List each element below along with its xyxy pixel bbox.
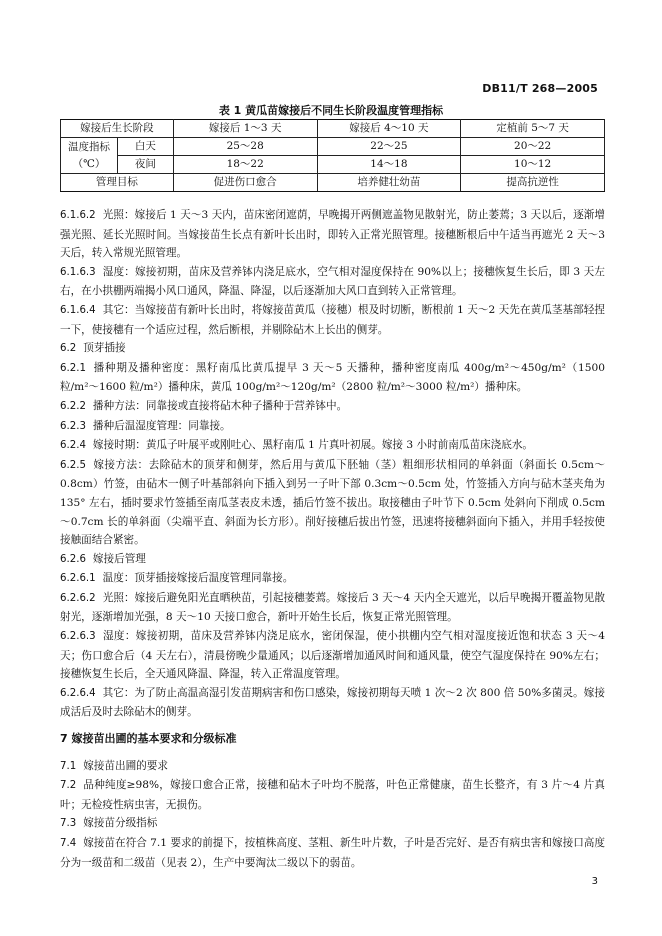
temp-label-cell bbox=[61, 138, 118, 174]
clause-text: 顶芽插接 bbox=[83, 342, 126, 355]
clause bbox=[60, 301, 605, 339]
clause bbox=[60, 627, 605, 684]
table-cell: 白天 bbox=[117, 138, 173, 156]
clause bbox=[60, 569, 605, 589]
table-header-cell: 嫁接后 4～10 天 bbox=[317, 120, 461, 138]
clause bbox=[60, 776, 605, 814]
clause bbox=[60, 589, 605, 627]
clause-number: 6.1.6.2 bbox=[60, 210, 96, 221]
table-header-cell: 嫁接后生长阶段 bbox=[61, 120, 174, 138]
clause-number: 7.1 bbox=[60, 760, 77, 772]
clause bbox=[60, 263, 605, 301]
clause-text: 光照：嫁接后避免阳光直晒秧苗，引起接穗萎蔫。嫁接后 3 天～4 天内全天遮光，以后早晚揭开覆盖物见散射光，逐渐增加光强，8 天～10 天接口愈合，新叶开始生长后，恢复正常光照管理。 bbox=[60, 591, 605, 624]
clause-text: 播种期及播种密度：黑籽南瓜比黄瓜提早 3 天～5 天播种，播种密度南瓜 400g/m²～450g/m²（1500 粒/m²～1600 粒/m²）播种床，黄瓜 100g/m²～120g/m²（2800 粒/m²～3000 粒/m²）播种床。 bbox=[60, 361, 605, 394]
table-cell: 22～25 bbox=[317, 138, 461, 156]
clause bbox=[60, 359, 605, 397]
clause-text: 播种后温湿度管理：同靠接。 bbox=[92, 419, 231, 432]
table-cell: 培养健壮幼苗 bbox=[317, 174, 461, 192]
clause bbox=[60, 206, 605, 263]
standard-code: DB11/T 268—2005 bbox=[482, 82, 598, 95]
clause-number: 6.2.6.2 bbox=[60, 592, 96, 604]
table-cell: 提高抗逆性 bbox=[461, 174, 605, 192]
clause-text: 品种纯度≥98%，嫁接口愈合正常，接穗和砧木子叶均不脱落，叶色正常健康，苗生长整齐，有 3 片～4 片真叶；无检疫性病虫害，无损伤。 bbox=[60, 779, 605, 811]
clause-number: 7.2 bbox=[60, 780, 77, 792]
clause-number: 7.3 bbox=[60, 818, 77, 830]
clause-number: 6.2.2 bbox=[60, 400, 86, 412]
clause-text: 嫁接苗分级指标 bbox=[83, 817, 158, 830]
table-row-night bbox=[61, 156, 605, 174]
clause bbox=[60, 417, 605, 437]
table-cell: 促进伤口愈合 bbox=[173, 174, 317, 192]
clause-text: 其它：当嫁接苗有新叶长出时，将嫁接苗黄瓜（接穗）根及时切断，断根前 1 天～2 天先在黄瓜茎基部轻捏一下，使接穗有一个适应过程，然后断根，并剔除砧木上长出的侧芽。 bbox=[60, 303, 605, 336]
clause bbox=[60, 397, 605, 417]
table-cell: 14～18 bbox=[317, 156, 461, 174]
table-cell: 20～22 bbox=[461, 138, 605, 156]
clause-number: 6.1.6.4 bbox=[60, 304, 96, 316]
temperature-table bbox=[60, 119, 605, 192]
clause bbox=[60, 456, 605, 550]
clause-number: 6.2.3 bbox=[60, 420, 86, 432]
clause-heading bbox=[60, 339, 605, 359]
temp-label-line2: （℃） bbox=[72, 157, 106, 170]
clause-number: 7.4 bbox=[60, 838, 77, 849]
clause-text: 光照：嫁接后 1 天～3 天内，苗床密闭遮荫，早晚揭开两侧遮盖物见散射光，防止萎蔫；3 天以后，逐渐增强光照、延长光照时间。当嫁接苗生长点有新叶长出时，即转入正常光照管理。接穗断根后中午适当再遮光 2 天～3 天后，转入常规光照管理。 bbox=[60, 209, 605, 260]
table-cell: 夜间 bbox=[117, 156, 173, 174]
clause-number: 6.1.6.3 bbox=[60, 266, 96, 278]
clause bbox=[60, 684, 605, 722]
clause-number: 6.2.6 bbox=[60, 553, 86, 565]
table-cell: 管理目标 bbox=[61, 174, 174, 192]
table-header-cell: 嫁接后 1～3 天 bbox=[173, 120, 317, 138]
clause-number: 6.2.5 bbox=[60, 459, 86, 471]
table-title: 表 1 黄瓜苗嫁接后不同生长阶段温度管理指标 bbox=[218, 104, 444, 117]
clause-text: 温度：顶芽插接嫁接后温度管理同靠接。 bbox=[102, 572, 294, 585]
table-row-day bbox=[61, 138, 605, 156]
clause-number: 6.2.6.3 bbox=[60, 631, 96, 643]
page-number: 3 bbox=[591, 876, 598, 887]
section-7-title: 7 嫁接苗出圃的基本要求和分级标准 bbox=[60, 732, 237, 746]
clause-number: 6.2.6.4 bbox=[60, 687, 96, 699]
clause-text: 嫁接方法：去除砧木的顶芽和侧芽，然后用与黄瓜下胚轴（茎）粗细形状相同的单斜面（斜面长 0.5cm～0.8cm）竹签，由砧木一侧子叶基部斜向下插入到另一子叶下部 0.3cm～0.5cm 处，竹签插入方向与砧木茎夹角为 135° 左右，插时要求竹签插至南瓜茎表皮未透，插后竹签不拔出。取接穗由子叶节下 0.5cm 处斜向下削成 0.5cm～0.7cm 长的单斜面（尖端平直、斜面为长方形）。削好接穗后拔出竹签，迅速将接穗斜面向下插入，并用手轻按使接触面结合紧密。 bbox=[60, 458, 605, 547]
clause-text: 嫁接苗在符合 7.1 要求的前提下，按植株高度、茎粗、新生叶片数，子叶是否完好、是否有病虫害和嫁接口高度分为一级苗和二级苗（见表 2），生产中要淘汰二级以下的弱苗。 bbox=[60, 837, 605, 869]
temp-label-line1: 温度指标 bbox=[67, 140, 110, 153]
table-header-cell: 定植前 5～7 天 bbox=[461, 120, 605, 138]
table-header-row bbox=[61, 120, 605, 138]
clause-number: 6.2.1 bbox=[60, 362, 86, 374]
clause-number: 6.2.4 bbox=[60, 440, 86, 452]
clause-text: 嫁接苗出圃的要求 bbox=[83, 759, 168, 772]
table-row-goal bbox=[61, 174, 605, 192]
clause-text: 嫁接时期：黄瓜子叶展平或刚吐心、黑籽南瓜 1 片真叶初展。嫁接 3 小时前南瓜苗床浇底水。 bbox=[92, 439, 534, 452]
table-cell: 25～28 bbox=[173, 138, 317, 156]
clause bbox=[60, 550, 605, 570]
clause bbox=[60, 834, 605, 872]
clause-text: 湿度：嫁接初期，苗床及营养钵内浇足底水，空气相对湿度保持在 90%以上；接穗恢复生长后，即 3 天左右，在小拱棚两端揭小风口通风，降温、降湿，以后逐渐加大风口直到转入正常管理。 bbox=[60, 265, 605, 298]
clause-number: 6.2.6.1 bbox=[60, 573, 96, 585]
clause-text: 其它：为了防止高温高湿引发苗期病害和伤口感染，嫁接初期每天喷 1 次～2 次 800 倍 50%多菌灵。嫁接成活后及时去除砧木的侧芽。 bbox=[60, 686, 605, 719]
table-cell: 10～12 bbox=[461, 156, 605, 174]
body-content bbox=[60, 206, 605, 872]
table-cell: 18～22 bbox=[173, 156, 317, 174]
clause bbox=[60, 757, 605, 777]
clause-number: 6.2 bbox=[60, 343, 77, 355]
clause-text: 播种方法：同靠接或直接将砧木种子播种于营养钵中。 bbox=[92, 399, 348, 412]
clause-text: 湿度：嫁接初期，苗床及营养钵内浇足底水，密闭保湿，使小拱棚内空气相对湿度接近饱和状态 3 天～4 天；伤口愈合后（4 天左右），清晨傍晚少量通风；以后逐渐增加通风时间和通风量，使空气湿度保持在 90%左右；接穗恢复生长后，全天通风降温、降湿，转入正常温度管理。 bbox=[60, 630, 605, 681]
clause bbox=[60, 814, 605, 834]
clause-text: 嫁接后管理 bbox=[92, 552, 146, 565]
clause bbox=[60, 436, 605, 456]
